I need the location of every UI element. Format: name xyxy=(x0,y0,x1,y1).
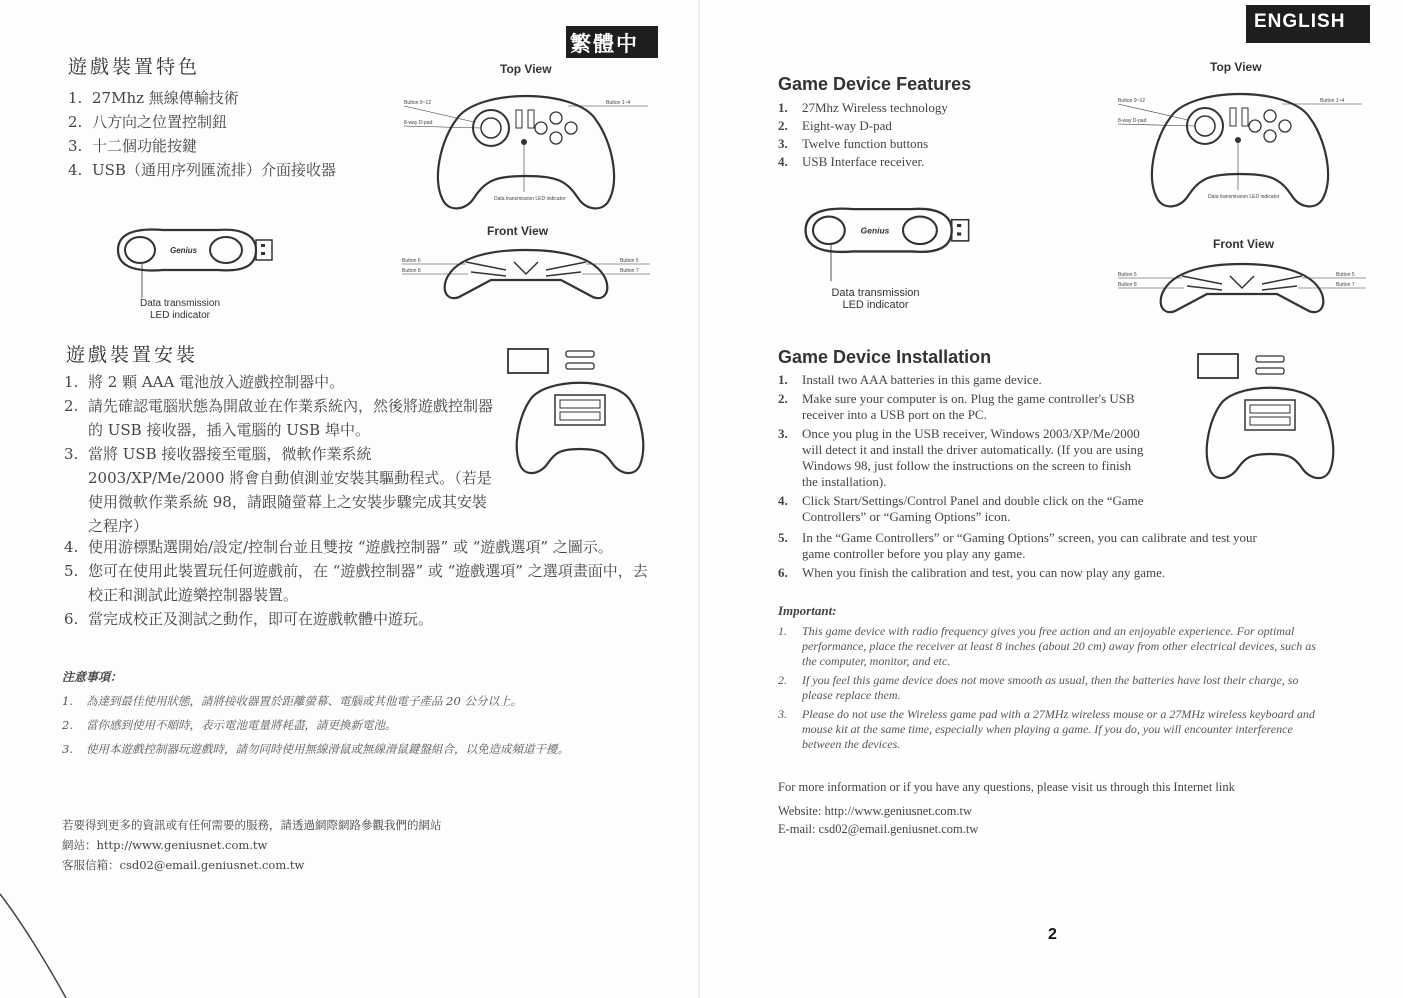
gamepad-front-view-figure-zh xyxy=(396,240,656,310)
top-view-title-en: Top View xyxy=(1210,60,1262,74)
features-list-en xyxy=(778,100,1078,172)
svg-text:Button 6: Button 6 xyxy=(402,258,421,264)
website-zh: 網站：http://www.geniusnet.com.tw xyxy=(62,838,268,852)
page-edge-line xyxy=(0,880,80,998)
list-item: 1. This game device with radio frequency gives you free action and an enjoyable experience. For optimal performance, place the receiver at least 8 inches (about 20 cm) away from other electrical devices, such as the computer, monitor, and etc. xyxy=(778,624,1316,668)
installation-list-zh-wide xyxy=(64,535,654,631)
notes-list-zh xyxy=(62,690,652,762)
installation-heading-zh: 遊戲裝置安裝 xyxy=(66,344,199,366)
brand-logo: Genius xyxy=(170,246,198,255)
list-item: 6. When you finish the calibration and test, you can now play any game. xyxy=(778,565,1166,580)
gamepad-front-view-figure-en xyxy=(1112,254,1372,324)
list-item: 6. 當完成校正及測試之動作，即可在遊戲軟體中遊玩。 xyxy=(64,610,434,628)
list-item: 2. 請先確認電腦狀態為開啟並在作業系統內，然後將遊戲控制器的 USB 接收器，插入電腦的 USB 埠中。 xyxy=(64,397,494,439)
svg-text:Genius: Genius xyxy=(860,225,890,236)
front-view-title-en: Front View xyxy=(1213,237,1275,251)
important-title: Important: xyxy=(778,603,837,618)
important-list xyxy=(778,624,1318,756)
page-number: 2 xyxy=(1048,926,1057,943)
svg-text:Button 5: Button 5 xyxy=(1336,272,1355,278)
svg-text:Button 8: Button 8 xyxy=(402,268,421,274)
list-item: 2. Make sure your computer is on. Plug the game controller's USB receiver into a USB port on the PC. xyxy=(778,391,1135,422)
front-view-title-zh: Front View xyxy=(487,224,549,238)
contact-intro-zh: 若要得到更多的資訊或有任何需要的服務，請透過網際網路參觀我們的網站 xyxy=(62,818,442,832)
list-item: 1. 27Mhz Wireless technology xyxy=(778,100,948,115)
list-item: 2. Eight-way D-pad xyxy=(778,118,892,133)
contact-intro-en: For more information or if you have any questions, please visit us through this Internet link xyxy=(778,780,1235,794)
label-data-led: Data transmission LED indicator xyxy=(494,196,566,202)
list-item: 4. 使用游標點選開始/設定/控制台並且雙按 “遊戲控制器” 或 “遊戲選項” 之圖示。 xyxy=(64,538,613,556)
english-page xyxy=(700,0,1403,998)
website-en: Website: http://www.geniusnet.com.tw xyxy=(778,804,972,818)
label-button-9-12: Button 9~12 xyxy=(404,100,432,106)
usb-receiver-figure-en xyxy=(795,198,975,288)
features-list-zh xyxy=(68,86,408,182)
list-item: 4. USB（通用序列匯流排）介面接收器 xyxy=(68,161,336,179)
language-badge-english: ENGLISH xyxy=(1246,5,1370,43)
list-item: 5. 您可在使用此裝置玩任何遊戲前，在 “遊戲控制器” 或 “遊戲選項” 之選項畫面中，去校正和測試此遊樂控制器裝置。 xyxy=(64,562,648,604)
contact-block-en xyxy=(778,778,1318,838)
list-item: 4. USB Interface receiver. xyxy=(778,154,925,169)
gamepad-top-view-figure-zh xyxy=(396,80,656,215)
svg-text:8-way D-pad: 8-way D-pad xyxy=(1118,118,1147,124)
list-item: 4. Click Start/Settings/Control Panel and double click on the “Game Controllers” or “Gaming Options” icon. xyxy=(778,493,1144,524)
svg-text:Button 9~12: Button 9~12 xyxy=(1118,98,1146,104)
usb-receiver-figure-zh xyxy=(108,222,278,302)
contact-block-zh xyxy=(62,815,662,875)
email-zh: 客服信箱：csd02@email.geniusnet.com.tw xyxy=(62,858,305,872)
list-item: 3. Please do not use the Wireless game pad with a 27MHz wireless mouse or a 27MHz wireless keyboard and mouse kit at the same time, especially when playing a game. If you do, you will encounter interference between the devices. xyxy=(778,707,1315,751)
installation-list-en xyxy=(778,372,1150,528)
label-dpad: 8-way D-pad xyxy=(404,120,433,126)
list-item: 5. In the “Game Controllers” or “Gaming Options” screen, you can calibrate and test your game controller before you play any game. xyxy=(778,530,1257,561)
battery-install-figure-zh xyxy=(500,345,660,485)
svg-text:Button 7: Button 7 xyxy=(1336,282,1355,288)
svg-text:Button 6: Button 6 xyxy=(1118,272,1137,278)
list-item: 3. 使用本遊戲控制器玩遊戲時，請勿同時使用無線滑鼠或無線滑鼠鍵盤組合，以免造成頻道干擾。 xyxy=(62,742,569,756)
led-indicator-label-zh: Data transmission LED indicator xyxy=(139,298,221,321)
chinese-page xyxy=(0,0,700,998)
list-item: 3. 當將 USB 接收器接至電腦，微軟作業系統 2003/XP/Me/2000 將會自動偵測並安裝其驅動程式。（若是使用微軟作業系統 98，請跟隨螢幕上之安裝步驟完成其安裝之程序） xyxy=(64,445,492,535)
list-item: 2. 當你感到使用不順時，表示電池電量將耗盡，請更換新電池。 xyxy=(62,718,397,732)
list-item: 3. Once you plug in the USB receiver, Windows 2003/XP/Me/2000 will detect it and install the driver automatically. (If you are using Windows 98, just follow the instructions on the screen to finish the installation). xyxy=(778,426,1144,489)
list-item: 1. 為達到最佳使用狀態，請將接收器置於距離螢幕、電腦或其他電子產品 20 公分以上。 xyxy=(62,694,522,708)
battery-install-figure-en xyxy=(1190,340,1350,500)
installation-heading-en: Game Device Installation xyxy=(778,347,992,367)
features-heading-en: Game Device Features xyxy=(778,74,972,94)
list-item: 2. If you feel this game device does not move smooth as usual, then the batteries have lost their charge, so please replace them. xyxy=(778,673,1299,702)
svg-text:Button 1~4: Button 1~4 xyxy=(1320,98,1345,104)
list-item: 1. Install two AAA batteries in this game device. xyxy=(778,372,1042,387)
top-view-title-zh: Top View xyxy=(500,62,552,76)
list-item: 3. Twelve function buttons xyxy=(778,136,929,151)
gamepad-top-view-figure-en xyxy=(1110,78,1370,213)
email-en: E-mail: csd02@email.geniusnet.com.tw xyxy=(778,822,979,836)
svg-text:Button 7: Button 7 xyxy=(620,268,639,274)
list-item: 2. 八方向之位置控制鈕 xyxy=(68,113,228,131)
installation-list-zh xyxy=(64,370,494,538)
list-item: 3. 十二個功能按鍵 xyxy=(68,137,198,155)
svg-text:Button 5: Button 5 xyxy=(620,258,639,264)
list-item: 1. 將 2 顆 AAA 電池放入遊戲控制器中。 xyxy=(64,373,345,391)
svg-text:Data transmission LED indicato: Data transmission LED indicator xyxy=(1208,194,1280,200)
label-button-1-4: Button 1~4 xyxy=(606,100,631,106)
installation-list-en-wide xyxy=(778,530,1278,584)
list-item: 1. 27Mhz 無線傳輸技術 xyxy=(68,89,239,107)
notes-title-zh: 注意事項： xyxy=(62,670,123,684)
led-indicator-label-en: Data transmission LED indicator xyxy=(831,287,920,311)
svg-text:Button 8: Button 8 xyxy=(1118,282,1137,288)
language-badge-chinese: 繁體中文 xyxy=(566,26,658,58)
features-heading-zh: 遊戲裝置特色 xyxy=(68,56,201,78)
